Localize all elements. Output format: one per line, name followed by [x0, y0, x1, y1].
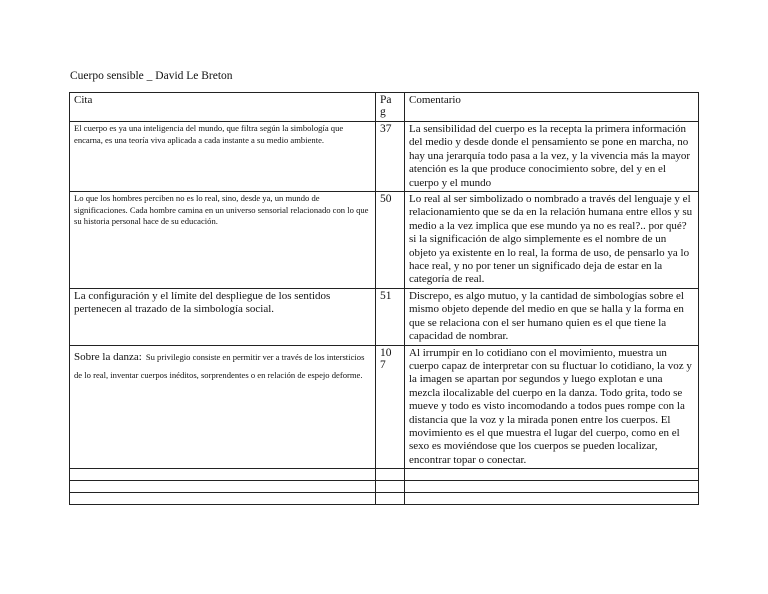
table-row: [70, 122, 699, 192]
cita-prefix: Sobre la danza:: [74, 350, 142, 363]
table-row: [70, 288, 699, 345]
quotes-table: [69, 92, 699, 505]
comentario-cell: Al irrumpir en lo cotidiano con el movimiento, muestra un cuerpo capaz de interpretar con su fluctuar lo cotidiano, la voz y la imagen se apartan por segundos y luego explotan e una mezcla ilocalizable del cuerpo en la danza. Todo grita, todo se mueve y todo es visto incomodando a todos pues rompe con la distancia que la voz y la mirada ponen entre los cuerpos. El movimiento es el que muestra el lugar del cuerpo, como en el sexo es moviéndose que los cuerpos se pueden localizar, encontrar topar o conectar.: [405, 345, 699, 469]
table-row: [70, 192, 699, 289]
cita-cell: El cuerpo es ya una inteligencia del mundo, que filtra según la simbología que encarna, es una teoría viva aplicada a cada instante a su medio ambiente.: [70, 122, 376, 192]
empty-row: [70, 493, 699, 505]
comentario-cell: Discrepo, es algo mutuo, y la cantidad de simbologías sobre el mismo objeto depende del medio en que se halla y la forma en que se relaciona con el ser humano quien es el que tiene la capacidad de nombrar.: [405, 288, 699, 345]
cita-cell: [70, 345, 376, 469]
pag-cell: 37: [376, 122, 405, 192]
document-title: Cuerpo sensible _ David Le Breton: [70, 70, 233, 82]
empty-row: [70, 469, 699, 481]
cita-text: Su privilegio consiste en permitir ver a través de los intersticios de lo real, inventar cuerpos inéditos, sorprendentes o en relación de espejo deforme.: [74, 351, 365, 380]
cita-cell: La configuración y el límite del despliegue de los sentidos pertenecen al trazado de la simbología social.: [70, 288, 376, 345]
comentario-cell: Lo real al ser simbolizado o nombrado a través del lenguaje y el relacionamiento que se da en la relación humana entre ellos y su medio a la vez implica que ese mundo ya no es real?.. por qué? si la significación de algo simplemente es el nombre de un objeto ya existente en lo real, la forma de uso, de pensarlo ya lo hace real, y no por tener un significado deja de estar en la categoría de real.: [405, 192, 699, 289]
comentario-cell: La sensibilidad del cuerpo es la recepta la primera información del medio y desde donde el pensamiento se pone en marcha, no hay una jerarquía todo pasa a la vez, y la vivencia más la mayor atención es la que produce conocimiento sobre, del y en el cuerpo y el mundo: [405, 122, 699, 192]
pag-cell: 50: [376, 192, 405, 289]
header-pag: Pa g: [376, 93, 405, 122]
empty-row: [70, 481, 699, 493]
pag-cell: 51: [376, 288, 405, 345]
header-comentario: Comentario: [405, 93, 699, 122]
table-header-row: [70, 93, 699, 122]
table-row: [70, 345, 699, 469]
header-cita: Cita: [70, 93, 376, 122]
pag-cell: 10 7: [376, 345, 405, 469]
cita-cell: Lo que los hombres perciben no es lo real, sino, desde ya, un mundo de significaciones. Cada hombre camina en un universo sensorial relacionado con lo que su historia personal hace de su educación.: [70, 192, 376, 289]
